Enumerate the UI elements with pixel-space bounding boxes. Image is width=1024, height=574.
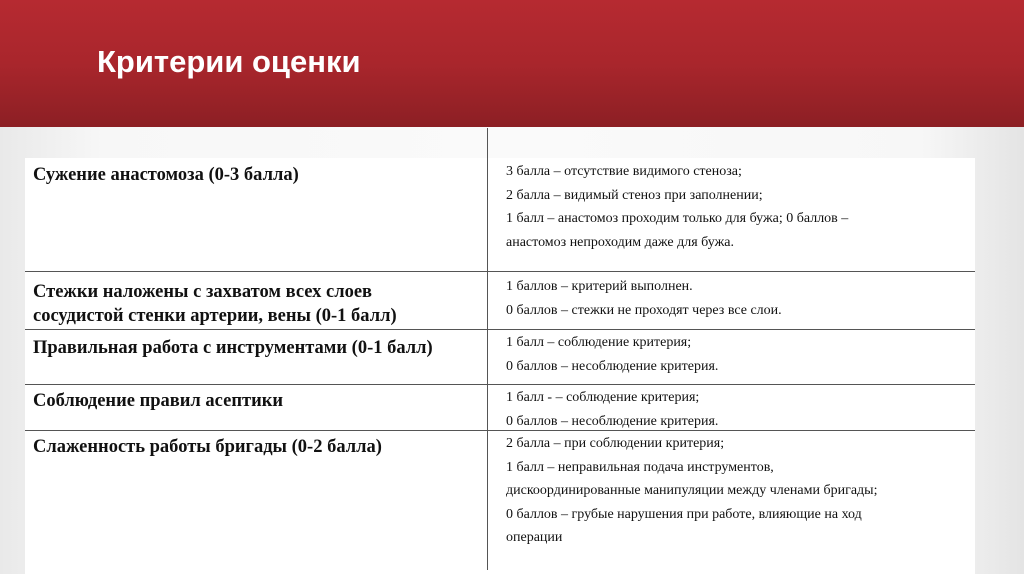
description-cell — [506, 386, 976, 433]
criterion-cell: Соблюдение правил асептики — [33, 391, 284, 411]
criterion-cell: Сужение анастомоза (0-3 балла) — [33, 165, 299, 185]
description-cell — [506, 331, 976, 378]
description-line: 1 балл – неправильная подача инструментов, — [506, 459, 774, 475]
description-line: 1 баллов – критерий выполнен. — [506, 279, 693, 294]
description-line: 1 балл - – соблюдение критерия; — [506, 390, 700, 405]
criterion-cell: Слаженность работы бригады (0-2 балла) — [33, 437, 382, 457]
description-cell — [506, 432, 976, 550]
title-banner — [0, 0, 1024, 127]
description-cell — [506, 160, 976, 254]
description-line: 1 балл – соблюдение критерия; — [506, 335, 692, 350]
description-line: 2 балла – при соблюдении критерия; — [506, 436, 725, 451]
description-line: анастомоз непроходим даже для бужа. — [506, 234, 734, 250]
description-cell — [506, 275, 976, 322]
description-line: операции — [506, 530, 563, 545]
description-line: 0 баллов – несоблюдение критерия. — [506, 358, 719, 374]
row-divider — [25, 329, 975, 330]
row-divider — [25, 384, 975, 385]
criterion-cell: Стежки наложены с захватом всех слоев сосудистой стенки артерии, вены (0-1 балл) — [33, 282, 397, 326]
description-line: 0 баллов – несоблюдение критерия. — [506, 413, 719, 429]
description-line: 1 балл – анастомоз проходим только для бужа; 0 баллов – — [506, 211, 849, 226]
description-line: дискоординированные манипуляции между членами бригады; — [506, 483, 878, 498]
criterion-cell: Правильная работа с инструментами (0-1 балл) — [33, 338, 433, 358]
description-line: 0 баллов – грубые нарушения при работе, влияющие на ход — [506, 506, 862, 522]
description-line: 3 балла – отсутствие видимого стеноза; — [506, 164, 742, 179]
slide-title: Критерии оценки — [97, 44, 361, 79]
description-line: 2 балла – видимый стеноз при заполнении; — [506, 187, 763, 203]
description-line: 0 баллов – стежки не проходят через все слои. — [506, 302, 782, 318]
row-divider — [25, 271, 975, 272]
column-divider — [487, 128, 488, 570]
